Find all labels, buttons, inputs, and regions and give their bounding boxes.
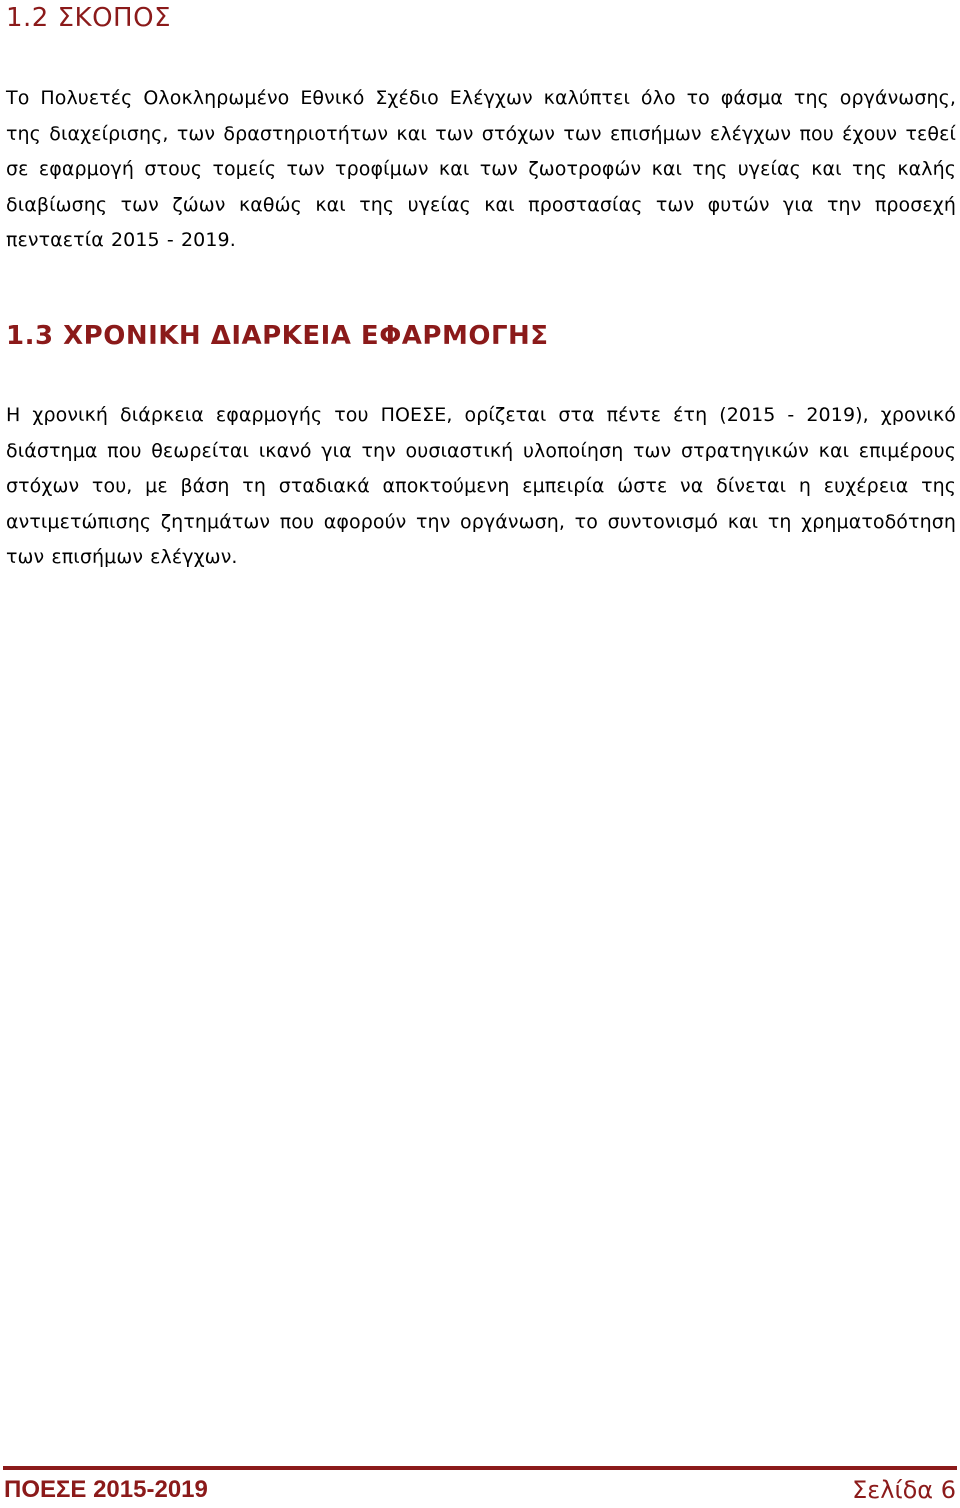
footer-divider — [3, 1466, 957, 1470]
section-body-duration: Η χρονική διάρκεια εφαρμογής του ΠΟΕΣΕ, ορίζεται στα πέντε έτη (2015 - 2019), χρονικό διάστημα που θεωρείται ικανό για την ουσιαστική υλοποίηση των στρατηγικών και επιμέρους στόχων του, με βάση τη σταδιακά αποκτούμενη εμπειρία ώστε να δίνεται η ευχέρεια της αντιμετώπισης ζητημάτων που αφορούν την οργάνωση, το συντονισμό και τη χρηματοδότηση των επισήμων ελέγχων. — [6, 404, 956, 568]
footer-document-title: ΠΟΕΣΕ 2015-2019 — [4, 1476, 208, 1503]
section-heading-purpose: 1.2 ΣΚΟΠΟΣ — [6, 3, 171, 33]
section-heading-duration: 1.3 ΧΡΟΝΙΚΗ ΔΙΑΡΚΕΙΑ ΕΦΑΡΜΟΓΗΣ — [6, 321, 549, 351]
section-body-purpose: Το Πολυετές Ολοκληρωμένο Εθνικό Σχέδιο Ελέγχων καλύπτει όλο το φάσμα της οργάνωσης, της διαχείρισης, των δραστηριοτήτων και των στόχων των επισήμων ελέγχων που έχουν τεθεί σε εφαρμογή στους τομείς των τροφίμων και των ζωοτροφών και της υγείας και της καλής διαβίωσης των ζώων καθώς και της υγείας και προστασίας των φυτών για την προσεχή πενταετία 2015 - 2019. — [6, 87, 956, 251]
footer-page-number: Σελίδα 6 — [852, 1476, 956, 1504]
